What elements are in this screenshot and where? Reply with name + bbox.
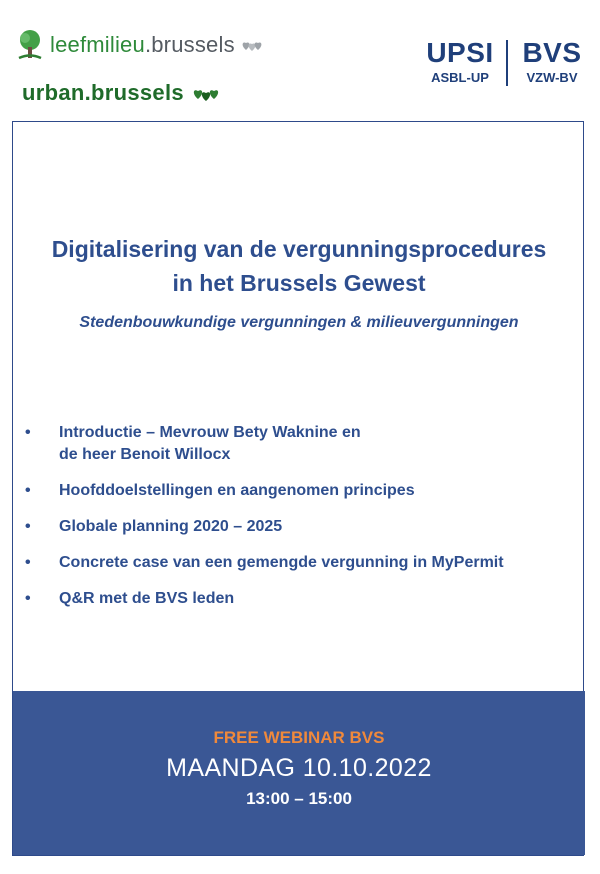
agenda-item-text-2: de heer Benoit Willocx [59,446,231,463]
page-title [13,232,585,300]
upsi-title: UPSI [426,37,494,68]
bullet-icon: • [25,482,31,499]
agenda-item-text: Concrete case van een gemengde vergunning in MyPermit [59,554,504,571]
agenda-list [23,422,583,624]
bvs-subtitle: VZW-BV [526,70,578,85]
bullet-icon: • [25,590,31,607]
agenda-item [23,480,583,502]
title-line-1: Digitalisering van de vergunningsprocedures [51,236,547,262]
page-subtitle: Stedenbouwkundige vergunningen & milieuvergunningen [79,314,519,331]
agenda-item-text: Introductie – Mevrouw Bety Waknine en [59,424,361,441]
logo-divider [506,40,508,86]
agenda-item [23,516,583,538]
leefmilieu-wordmark [50,32,235,58]
agenda-item [23,422,583,466]
hearts-green-icon [190,84,222,102]
agenda-item [23,552,583,574]
urban-wordmark: urban.brussels [22,80,184,105]
hearts-grey-icon [240,38,264,52]
webinar-date: MAANDAG 10.10.2022 [166,754,432,782]
leefmilieu-logo [16,28,264,62]
leefmilieu-part2: .brussels [144,32,235,57]
agenda-item-text: Q&R met de BVS leden [59,590,235,607]
webinar-time: 13:00 – 15:00 [246,789,352,808]
leefmilieu-part1: leefmilieu [50,32,145,57]
bvs-title: BVS [522,37,582,68]
agenda-item [23,588,583,610]
urban-logo [22,80,222,106]
title-line-2: in het Brussels Gewest [172,270,426,296]
bullet-icon: • [25,518,31,535]
webinar-label: FREE WEBINAR BVS [213,728,385,747]
upsi-subtitle: ASBL-UP [431,70,489,85]
flyer-card [12,121,584,856]
bullet-icon: • [25,554,31,571]
bullet-icon: • [25,424,31,441]
agenda-item-text: Hoofddoelstellingen en aangenomen principes [59,482,415,499]
tree-icon [16,29,44,61]
upsi-bvs-logo [420,38,590,90]
agenda-item-text: Globale planning 2020 – 2025 [59,518,283,535]
webinar-banner [13,691,585,855]
